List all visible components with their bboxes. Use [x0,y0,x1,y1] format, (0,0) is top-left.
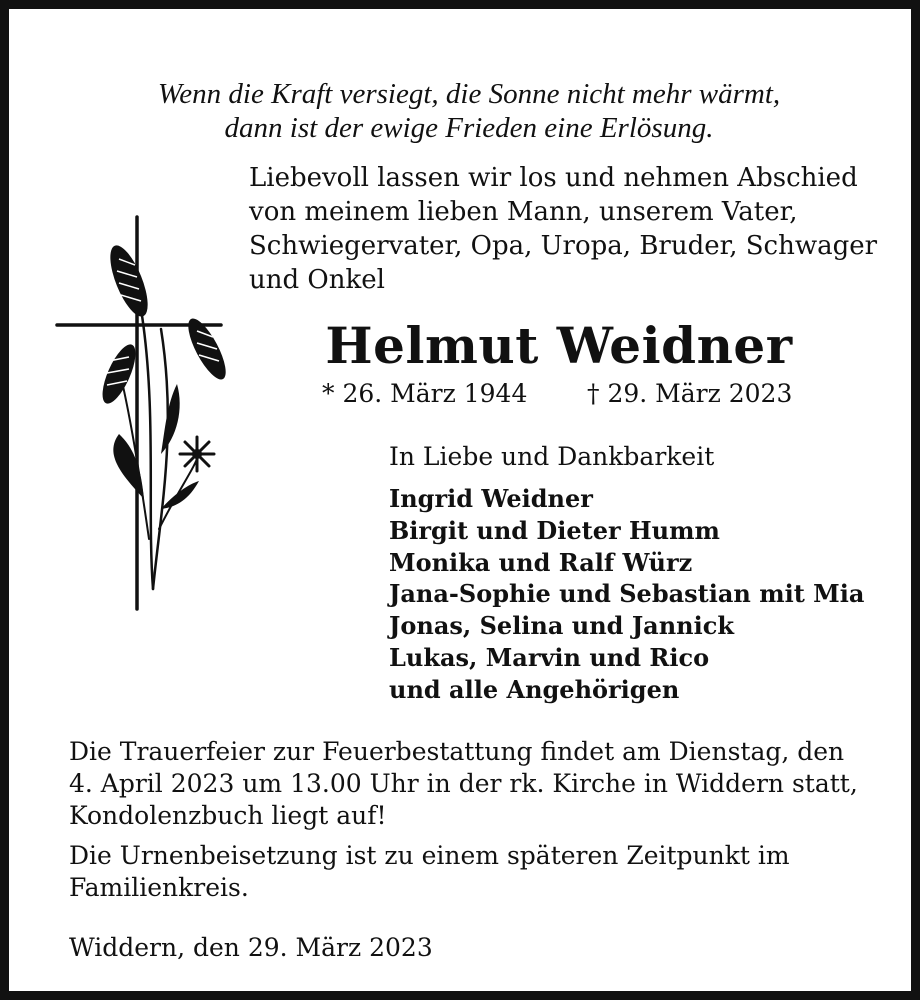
mourner-name: Jonas, Selina und Jannick [389,611,734,641]
intro-line-4: und Onkel [249,265,385,295]
service-line-3: Kondolenzbuch liegt auf! [69,801,387,830]
cross-with-wheat-icon [49,209,239,619]
death-date: † 29. März 2023 [587,379,793,408]
place-and-date: Widdern, den 29. März 2023 [69,933,433,962]
service-line-2: 4. April 2023 um 13.00 Uhr in der rk. Kirche in Widdern statt, [69,769,858,798]
quote-line-1: Wenn die Kraft versiegt, die Sonne nicht mehr wärmt, [157,78,781,110]
quote-line-2: dann ist der ewige Frieden eine Erlösung. [224,112,714,144]
mourner-name: Birgit und Dieter Humm [389,515,720,545]
birth-date: * 26. März 1944 [322,379,528,408]
service-line-1: Die Trauerfeier zur Feuerbestattung findet am Dienstag, den [69,737,845,766]
mourners-list [389,483,909,706]
deceased-name: Helmut Weidner [325,316,793,375]
mourner-name: Ingrid Weidner [389,484,593,513]
burial-line-1: Die Urnenbeisetzung ist zu einem späteren Zeitpunkt im [69,841,790,870]
mourner-name: und alle Angehörigen [389,674,680,704]
intro-text [249,161,889,297]
mourner-name: Jana-Sophie und Sebastian mit Mia [389,579,865,609]
intro-line-2: von meinem lieben Mann, unserem Vater, [249,197,798,227]
burial-line-2: Familienkreis. [69,873,249,902]
mourner-name: Monika und Ralf Würz [389,547,693,577]
opening-quote [69,77,869,145]
mourners-heading: In Liebe und Dankbarkeit [389,442,715,471]
intro-line-3: Schwiegervater, Opa, Uropa, Bruder, Schwager [249,231,878,261]
intro-line-1: Liebevoll lassen wir los und nehmen Abschied [249,163,858,193]
mourner-name: Lukas, Marvin und Rico [389,642,710,672]
burial-info [69,840,889,904]
service-info [69,736,889,832]
